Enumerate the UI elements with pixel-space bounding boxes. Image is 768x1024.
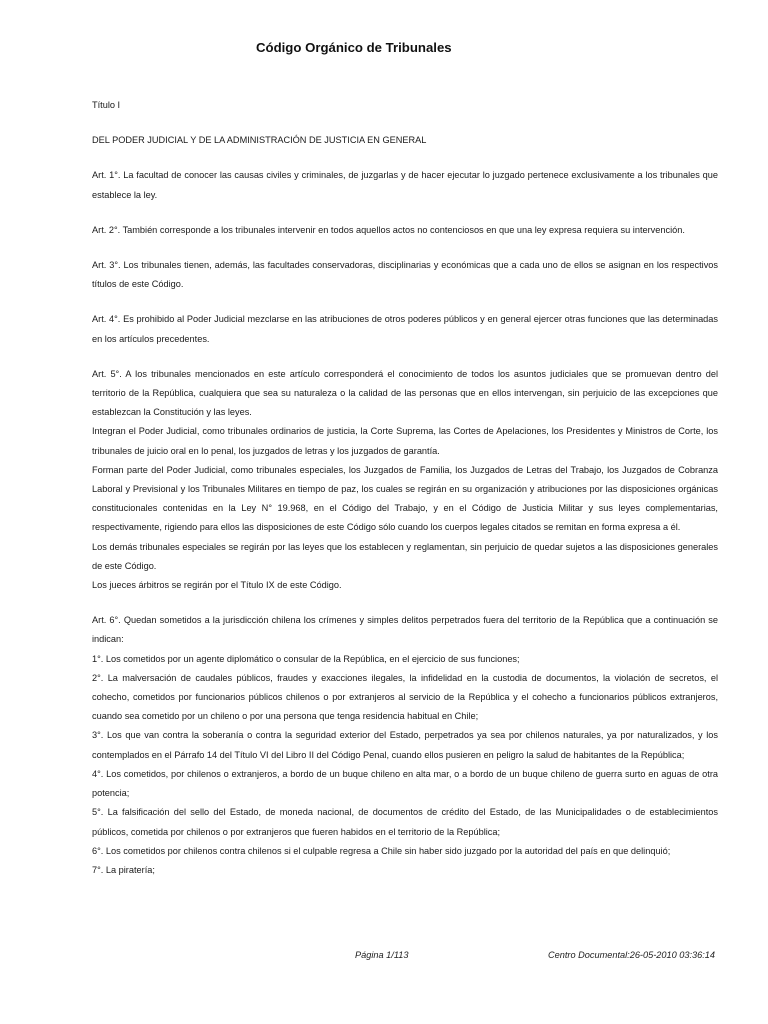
article-5-paragraph-3: Forman parte del Poder Judicial, como tribunales especiales, los Juzgados de Familia, los Juzgados de Letras del Trabajo, los Juzgados de Cobranza Laboral y Previsional y los Tribunales Militares en tiempo de paz, los cuales se regirán en su organización y atribuciones por las disposiciones orgánicas constitucionales contenidas en la Ley N° 19.968, en el Código del Trabajo, y en el Código de Justicia Militar y sus leyes complementarias, respectivamente, rigiendo para ellos las disposiciones de este Código sólo cuando los cuerpos legales citados se remitan en forma expresa a él. (92, 464, 718, 533)
article-5-paragraph-2: Integran el Poder Judicial, como tribunales ordinarios de justicia, la Corte Suprema, las Cortes de Apelaciones, los Presidentes y Ministros de Corte, los tribunales de juicio oral en lo penal, los juzgados de letras y los juzgados de garantía. (92, 426, 718, 456)
article-6-item: 7°. La piratería; (92, 864, 155, 875)
article-5-paragraph-4: Los demás tribunales especiales se regirán por las leyes que los establecen y reglamentan, sin perjuicio de quedar sujetos a las disposiciones generales de este Código. (92, 541, 718, 571)
article-2: Art. 2°. También corresponde a los tribunales intervenir en todos aquellos actos no contenciosos en que una ley expresa requiera su intervención. (92, 224, 685, 235)
article-6-item: 1°. Los cometidos por un agente diplomático o consular de la República, en el ejercicio de sus funciones; (92, 653, 520, 664)
page-number: Página 1/113 (355, 950, 409, 960)
article-6-item: 2°. La malversación de caudales públicos, fraudes y exacciones ilegales, la infidelidad en la custodia de documentos, la violación de secretos, el cohecho, cometidos por funcionarios públicos chilenos o por extranjeros al servicio de la República y el cohecho a funcionarios públicos extranjeros, cuando sea cometido por un chileno o por una persona que tenga residencia habitual en Chile; (92, 672, 718, 722)
article-5-paragraph-5: Los jueces árbitros se regirán por el Título IX de este Código. (92, 580, 342, 591)
article-6-item: 3°. Los que van contra la soberanía o contra la seguridad exterior del Estado, perpetrados ya sea por chilenos naturales, ya por naturalizados, y los contemplados en el Párrafo 14 del Título VI del Libro II del Código Penal, cuando ellos pusieren en peligro la salud de habitantes de la República; (92, 730, 718, 760)
article-6-intro: Art. 6°. Quedan sometidos a la jurisdicción chilena los crímenes y simples delitos perpetrados fuera del territorio de la República que a continuación se indican: (92, 615, 718, 645)
section-label: Título I (92, 100, 121, 110)
document-body (92, 96, 718, 880)
section-heading: DEL PODER JUDICIAL Y DE LA ADMINISTRACIÓN DE JUSTICIA EN GENERAL (92, 135, 427, 146)
article-6-item: 4°. Los cometidos, por chilenos o extranjeros, a bordo de un buque chileno en alta mar, o a bordo de un buque chileno de guerra surto en aguas de otra potencia; (92, 768, 718, 799)
article-4: Art. 4°. Es prohibido al Poder Judicial mezclarse en las atribuciones de otros poderes públicos y en general ejercer otras funciones que las determinadas en los artículos precedentes. (92, 314, 718, 344)
article-6-item: 5°. La falsificación del sello del Estado, de moneda nacional, de documentos de crédito del Estado, de las Municipalidades o de establecimientos públicos, cometida por chilenos o por extranjeros que fueren habidos en el territorio de la República; (92, 807, 718, 837)
article-5-paragraph-1: Art. 5°. A los tribunales mencionados en este artículo corresponderá el conocimiento de todos los asuntos judiciales que se promuevan dentro del territorio de la República, cualquiera que sea su naturaleza o la calidad de las personas que en ellos intervengan, sin perjuicio de las excepciones que establezcan la Constitución y las leyes. (92, 368, 718, 418)
article-3: Art. 3°. Los tribunales tienen, además, las facultades conservadoras, disciplinarias y económicas que a cada uno de ellos se asignan en los respectivos títulos de este Código. (92, 260, 718, 290)
article-6-item: 6°. Los cometidos por chilenos contra chilenos si el culpable regresa a Chile sin haber sido juzgado por la autoridad del país en que delinquió; (92, 845, 671, 856)
document-title: Código Orgánico de Tribunales (256, 40, 452, 55)
document-center-timestamp: Centro Documental:26-05-2010 03:36:14 (548, 950, 716, 960)
article-1: Art. 1°. La facultad de conocer las causas civiles y criminales, de juzgarlas y de hacer ejecutar lo juzgado pertenece exclusivamente a los tribunales que establece la ley. (92, 170, 718, 200)
